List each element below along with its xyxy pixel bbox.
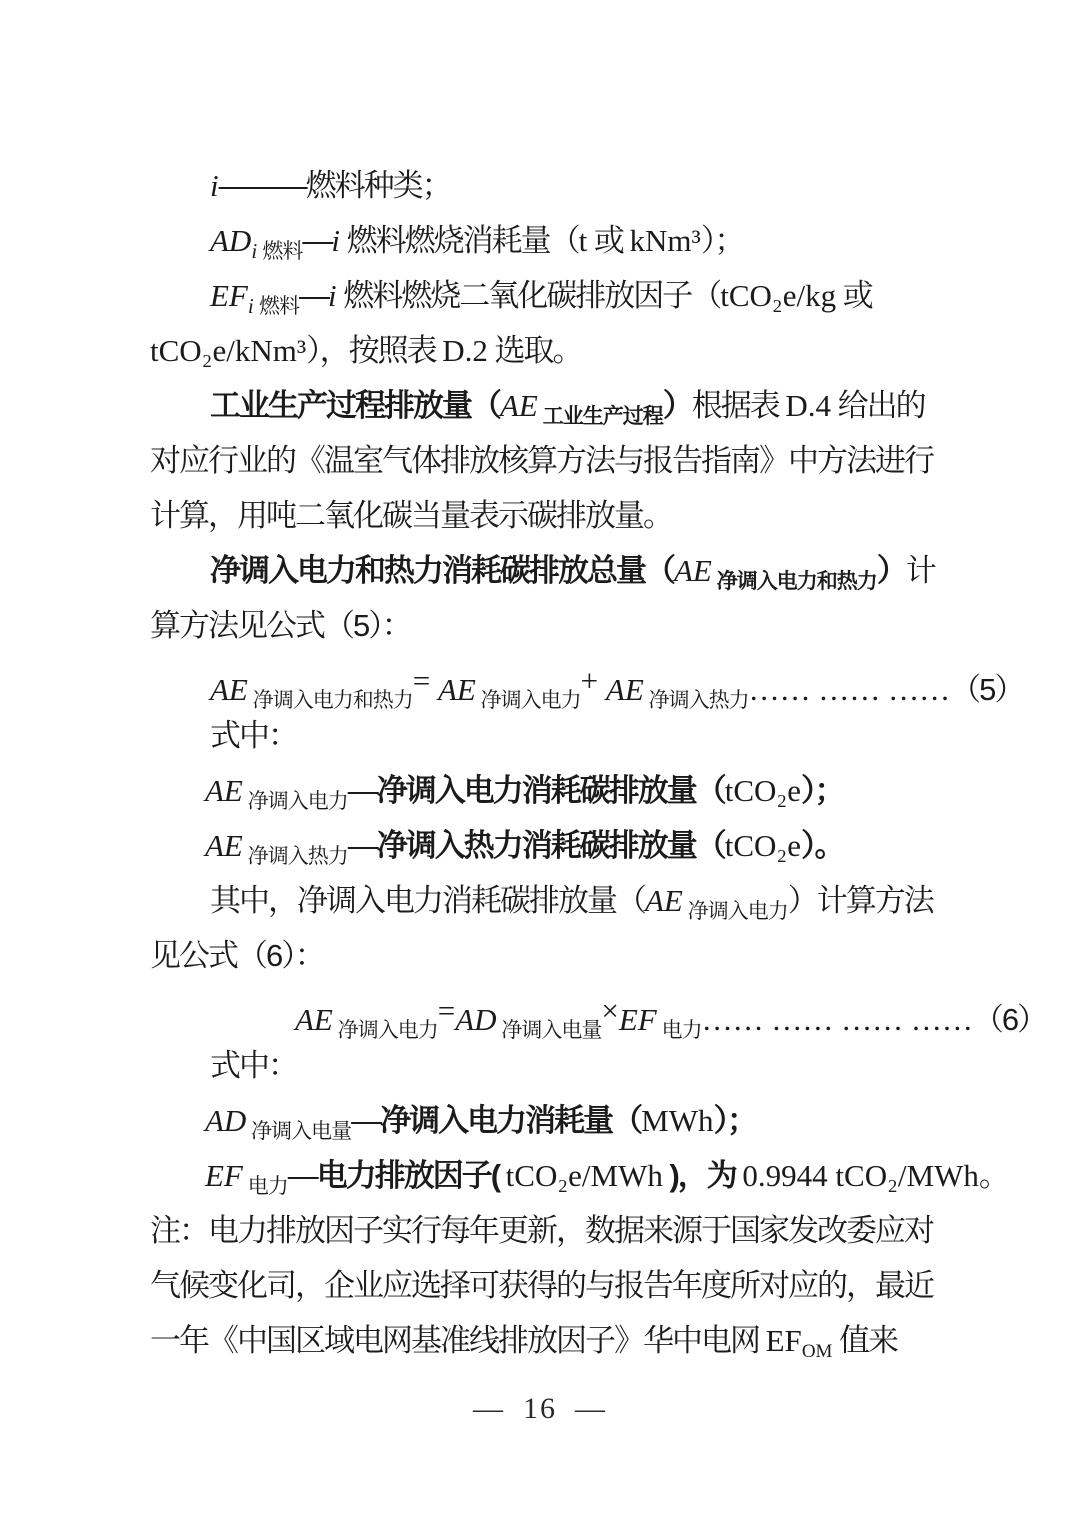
body-text: 其中，净调入电力消耗碳排放量（ [210,883,645,918]
latin-text: MWh [641,1103,714,1138]
body-text: — [347,828,377,863]
text-line [150,1038,950,1093]
subscript-label: 净调入电量 [246,1120,352,1143]
body-text: 式中： [210,1048,297,1083]
latin-text: kNm³ [629,223,701,258]
bold-text: ）。 [800,828,844,863]
variable-symbol: AD [455,1002,497,1037]
variable-subscript: i [247,294,259,318]
page-number: 16 [523,1392,557,1425]
body-text: 燃料燃烧消耗量（ [340,223,579,258]
body-text: 根据表 [691,388,786,423]
bold-text: 净调入电力和热力消耗碳排放总量（ [210,553,674,588]
variable-symbol: AD [205,1103,247,1138]
body-text: 燃料燃烧二氧化碳排放因子（ [336,278,721,313]
latin-text: …… …… …… …… [701,1002,973,1037]
body-text: ）计算方法 [787,883,933,918]
body-text: 注：电力排放因子实行每年更新，数据来源于国家发改委应对 [150,1213,933,1248]
subscript-label: 净调入电力 [332,1019,438,1042]
bold-text: ） [662,388,692,423]
math-operator: = [412,663,438,698]
text-line [150,653,1024,712]
subscript-label: 净调入热力 [242,845,348,868]
footer-right-dash: — [575,1392,607,1425]
variable-symbol: AE [295,1002,333,1037]
subscript-label: 电力 [242,1175,288,1198]
subscript-label: 净调入电量 [496,1019,602,1042]
body-text: ———燃料种类； [218,168,451,203]
variable-symbol: AE [500,388,538,423]
text-line [150,708,950,763]
text-line [150,488,950,543]
math-operator: + [580,663,606,698]
body-text: 选取。 [487,333,582,368]
body-text: 值来 [832,1323,898,1358]
subscript-label-bold: 净调入电力和热力 [711,570,877,593]
body-text: — [302,223,332,258]
subscript-label: 燃料 [258,295,299,318]
subscript-label: 电力 [656,1019,702,1042]
bold-text: 净调入热力消耗碳排放量（ [376,828,725,863]
variable-symbol: EF [618,1002,657,1037]
latin-text: EF [765,1323,802,1358]
body-text: — [287,1158,317,1193]
body-text: 或 [836,278,872,313]
bold-text: 电力排放因子( [316,1158,506,1193]
text-line [150,763,950,818]
text-line [150,1093,950,1148]
body-text: ）； [700,223,744,258]
latin-subscript: OM [801,1341,833,1362]
body-text: 一年《中国区域电网基准线排放因子》华中电网 [150,1323,766,1358]
variable-symbol: i [210,168,219,203]
text-line [150,1148,1008,1203]
bold-text: 净调入电力消耗量（ [380,1103,642,1138]
bold-text: ）； [713,1103,756,1138]
bold-text: )，为 [662,1158,743,1193]
variable-symbol: EF [210,278,248,313]
variable-subscript: i [251,239,263,263]
text-line [150,543,950,598]
bold-text: 净调入电力消耗碳排放量（ [376,773,725,808]
latin-text: tCO₂e [724,773,801,808]
body-text: — [351,1103,381,1138]
body-text: 算方法见公式（5）： [150,608,411,643]
body-text: 。 [978,1158,1008,1193]
text-line [150,378,950,433]
variable-symbol: AE [210,672,248,707]
latin-text: D.2 [442,333,488,368]
body-text: 对应行业的《温室气体排放核算方法与报告指南》中方法进行 [150,443,933,478]
math-operator: = [437,993,456,1028]
variable-symbol: AE [674,553,712,588]
body-text: — [298,278,328,313]
text-line [150,158,950,213]
latin-text: tCO₂e/MWh [505,1158,663,1193]
subscript-label: 净调入热力 [643,689,749,712]
bold-text: ） [876,553,906,588]
page-footer [0,1392,1080,1426]
variable-symbol: EF [205,1158,243,1193]
subscript-label: 净调入电力 [242,790,348,813]
latin-text: D.4 [785,388,831,423]
latin-text: tCO₂e [724,828,801,863]
text-line [150,433,950,488]
latin-text: t [578,223,588,258]
text-line [150,268,950,323]
text-line [150,818,950,873]
math-operator: × [601,993,619,1028]
text-line [150,873,950,928]
text-line [150,213,950,268]
variable-symbol: AE [205,828,243,863]
latin-text: …… …… …… [748,672,951,707]
text-line [150,323,950,378]
subscript-label: 净调入电力 [475,689,581,712]
latin-text: 0.9944 tCO₂/MWh [742,1158,979,1193]
text-line [150,598,950,653]
body-text: ），按照表 [306,333,443,368]
latin-text: tCO₂e/kNm³ [150,333,307,368]
text-line [150,1313,950,1368]
body-text: 或 [587,223,630,258]
body-text: 式中： [210,718,297,753]
variable-symbol: i [331,223,341,258]
body-text: （5） [950,672,1024,707]
variable-symbol: i [327,278,337,313]
variable-symbol: AE [605,672,644,707]
variable-symbol: AE [437,672,476,707]
bold-text: 工业生产过程排放量（ [210,388,500,423]
body-text: 见公式（6）： [150,938,324,973]
subscript-label: 净调入电力 [682,900,788,923]
body-text: 给出的 [830,388,925,423]
subscript-label: 燃料 [262,240,303,263]
variable-symbol: AE [205,773,243,808]
body-text: 气候变化司，企业应选择可获得的与报告年度所对应的，最近 [150,1268,933,1303]
text-line [150,983,1047,1042]
body-text: 计算，用吨二氧化碳当量表示碳排放量。 [150,498,672,533]
subscript-label: 净调入电力和热力 [247,689,413,712]
variable-symbol: AD [210,223,252,258]
body-text: （6） [972,1002,1047,1037]
variable-symbol: AE [645,883,683,918]
bold-text: ）； [800,773,844,808]
footer-left-dash: — [473,1392,505,1425]
body-text: — [347,773,377,808]
subscript-label-bold: 工业生产过程 [537,405,663,428]
text-line [150,1203,950,1258]
text-line [150,928,950,983]
text-line [150,1258,950,1313]
body-text: 计 [905,553,935,588]
latin-text: tCO₂e/kg [720,278,837,313]
